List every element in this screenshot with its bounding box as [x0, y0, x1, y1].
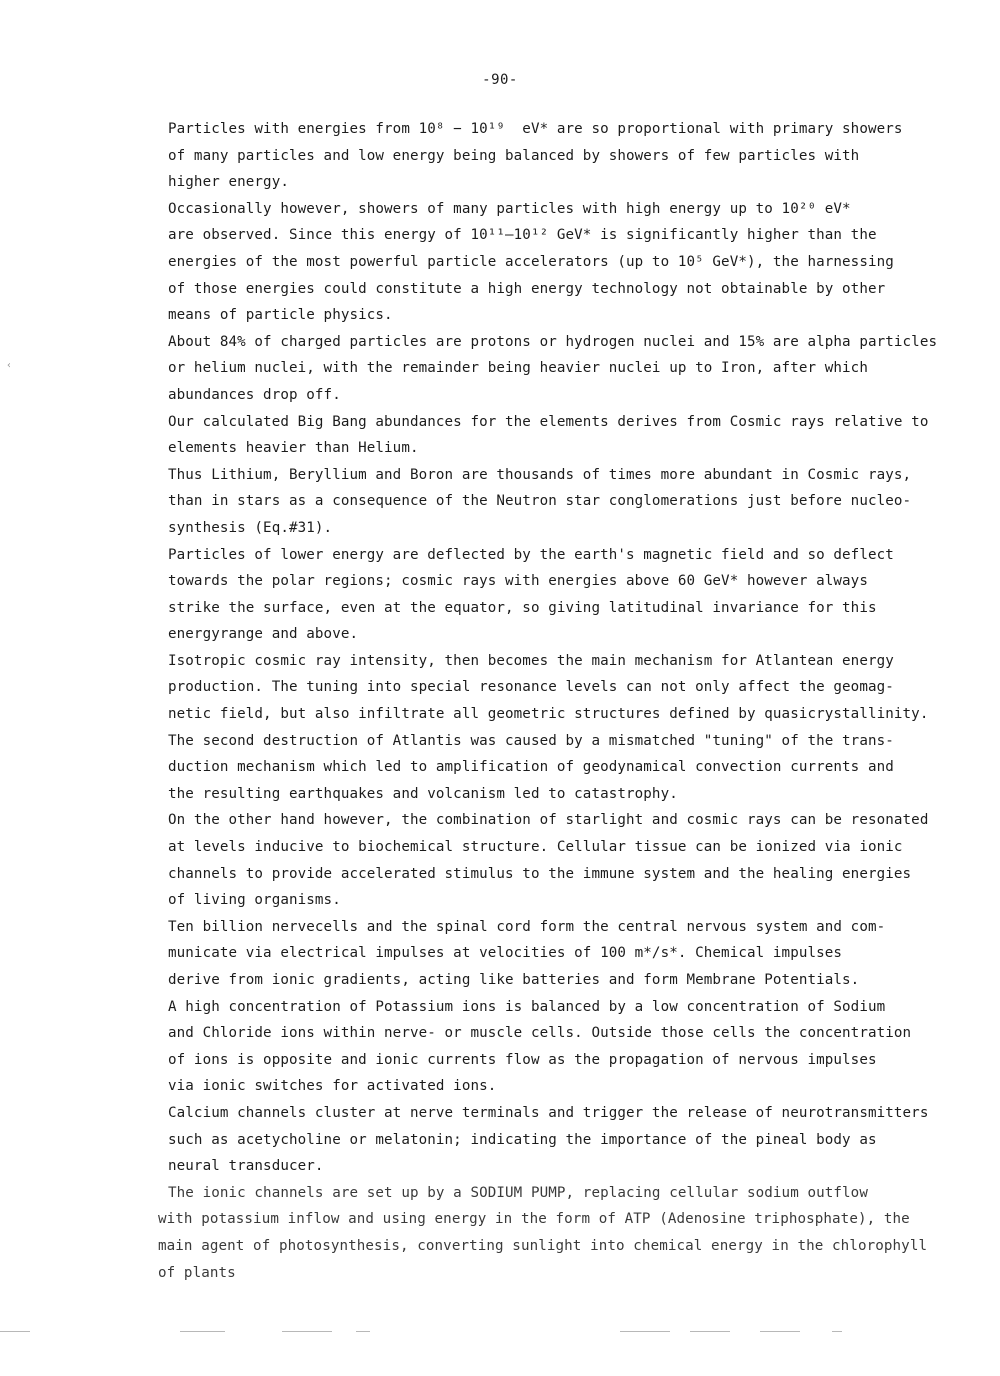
text-line: energyrange and above. [168, 626, 359, 643]
text-line: Isotropic cosmic ray intensity, then becomes the main mechanism for Atlantean energy [168, 652, 894, 669]
text-line: at levels inducive to biochemical structure. Cellular tissue can be ionized via ionic [168, 839, 903, 856]
body-text [158, 116, 938, 1286]
text-line: channels to provide accelerated stimulus to the immune system and the healing energies [168, 865, 912, 882]
text-line: Occasionally however, showers of many particles with high energy up to 10²⁰ eV* [168, 200, 851, 217]
paragraph-ion-concentration [168, 994, 938, 1100]
paragraph-starlight-resonance [168, 807, 938, 913]
text-line: production. The tuning into special resonance levels can not only affect the geomag- [168, 679, 894, 696]
text-line: About 84% of charged particles are protons or hydrogen nuclei and 15% are alpha particles [168, 333, 938, 350]
paragraph-calcium-channels [168, 1100, 938, 1180]
text-line: Ten billion nervecells and the spinal cord form the central nervous system and com- [168, 918, 886, 935]
text-line: and Chloride ions within nerve- or muscle cells. Outside those cells the concentration [168, 1025, 912, 1042]
text-line: netic field, but also infiltrate all geometric structures defined by quasicrystallinity. [168, 706, 929, 723]
paragraph-sodium-pump [158, 1180, 938, 1286]
text-line: municate via electrical impulses at velocities of 100 m*/s*. Chemical impulses [168, 945, 843, 962]
text-line: Particles of lower energy are deflected by the earth's magnetic field and so deflect [168, 546, 894, 563]
paragraph-shower-energies [168, 116, 938, 196]
paragraph-nervous-system [168, 914, 938, 994]
paragraph-atlantean-energy [168, 648, 938, 808]
text-line: A high concentration of Potassium ions is balanced by a low concentration of Sodium [168, 998, 886, 1015]
text-line: towards the polar regions; cosmic rays with energies above 60 GeV* however always [168, 573, 868, 590]
paragraph-big-bang-abundances [168, 409, 938, 462]
text-line: the resulting earthquakes and volcanism led to catastrophy. [168, 785, 678, 802]
text-line: duction mechanism which led to amplification of geodynamical convection currents and [168, 759, 894, 776]
text-line: of many particles and low energy being balanced by showers of few particles with [168, 147, 860, 164]
text-line: of plants [158, 1264, 236, 1281]
text-line: derive from ionic gradients, acting like batteries and form Membrane Potentials. [168, 972, 860, 988]
margin-mark: ‹ [6, 360, 13, 371]
paragraph-high-energy-showers [168, 196, 938, 329]
text-line: energies of the most powerful particle accelerators (up to 10⁵ GeV*), the harnessing [168, 253, 894, 270]
text-line: synthesis (Eq.#31). [168, 519, 333, 536]
text-line: Our calculated Big Bang abundances for the elements derives from Cosmic rays relative to [168, 413, 929, 430]
text-line: such as acetycholine or melatonin; indicating the importance of the pineal body as [168, 1131, 877, 1148]
paragraph-charged-particles [168, 329, 938, 409]
text-line: The ionic channels are set up by a SODIUM PUMP, replacing cellular sodium outflow [168, 1184, 868, 1201]
text-line: Thus Lithium, Beryllium and Boron are thousands of times more abundant in Cosmic rays, [168, 466, 912, 483]
text-line: strike the surface, even at the equator, so giving latitudinal invariance for this [168, 599, 877, 616]
text-line: via ionic switches for activated ions. [168, 1078, 497, 1095]
text-line: neural transducer. [168, 1158, 324, 1175]
text-line: The second destruction of Atlantis was caused by a mismatched "tuning" of the trans- [168, 732, 894, 749]
paragraph-magnetic-deflection [168, 542, 938, 648]
text-line: means of particle physics. [168, 307, 393, 324]
text-line: elements heavier than Helium. [168, 440, 419, 457]
text-line: are observed. Since this energy of 10¹¹–10¹² GeV* is significantly higher than the [168, 227, 877, 244]
text-line: Particles with energies from 10⁸ − 10¹⁹ eV* are so proportional with primary showers [168, 121, 903, 137]
text-line: Calcium channels cluster at nerve terminals and trigger the release of neurotransmitters [168, 1104, 929, 1121]
text-line: On the other hand however, the combination of starlight and cosmic rays can be resonated [168, 812, 929, 829]
text-line: or helium nuclei, with the remainder being heavier nuclei up to Iron, after which [168, 360, 868, 377]
text-line: higher energy. [168, 174, 289, 191]
text-line: of ions is opposite and ionic currents flow as the propagation of nervous impulses [168, 1051, 877, 1068]
scan-edge-marks [0, 1331, 1000, 1332]
text-line: of living organisms. [168, 892, 341, 909]
text-line: main agent of photosynthesis, converting sunlight into chemical energy in the chlorophyll [158, 1237, 928, 1254]
text-line: than in stars as a consequence of the Neutron star conglomerations just before nucleo- [168, 493, 912, 510]
text-line: with potassium inflow and using energy in the form of ATP (Adenosine triphosphate), the [158, 1211, 910, 1228]
text-line: of those energies could constitute a high energy technology not obtainable by other [168, 280, 886, 297]
paragraph-lithium-beryllium-boron [168, 462, 938, 542]
text-line: abundances drop off. [168, 386, 341, 403]
page-number: -90- [482, 72, 518, 88]
